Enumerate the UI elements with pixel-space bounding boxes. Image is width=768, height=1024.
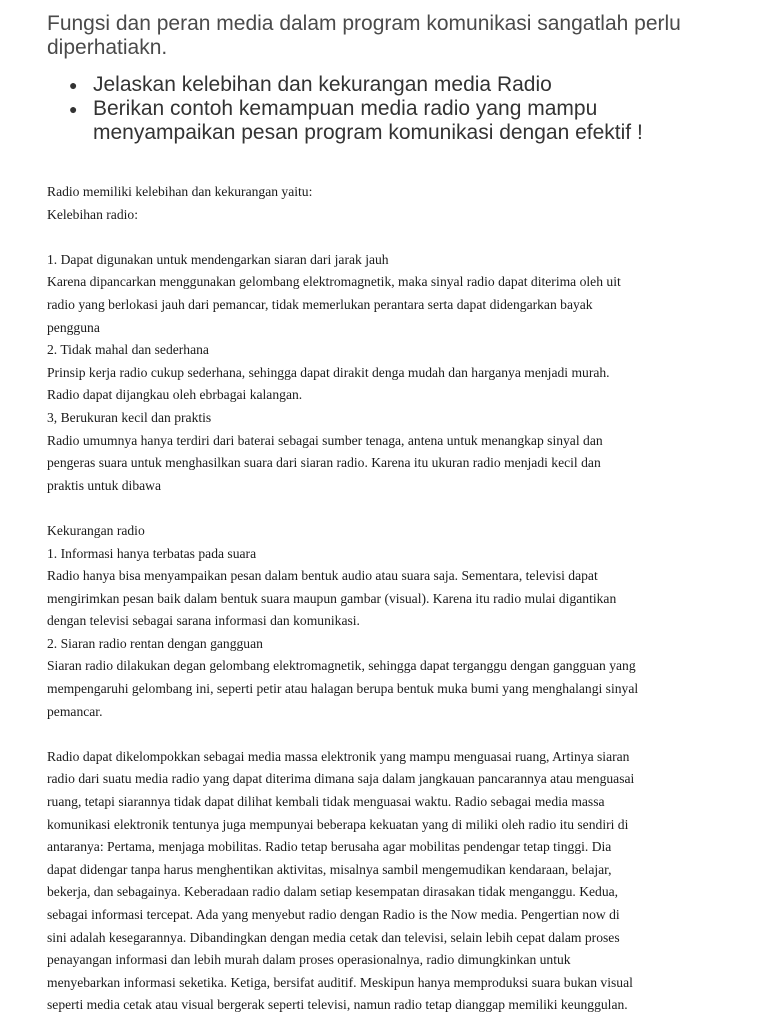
text-line: Radio dapat dikelompokkan sebagai media massa elektronik yang mampu menguasai ruang, Artinya siaran (47, 748, 630, 764)
text-line: ruang, tetapi siarannya tidak dapat dilihat kembali tidak menguasai waktu. Radio sebagai media massa (47, 794, 605, 810)
text-line: Siaran radio dilakukan degan gelombang elektromagnetik, sehingga dapat terganggu dengan gangguan yang (47, 658, 636, 674)
text-line: radio yang berlokasi jauh dari pemancar, tidak memerlukan perantara serta dapat didengarkan bayak (47, 296, 593, 312)
text-line: menyebarkan informasi seketika. Ketiga, bersifat auditif. Meskipun hanya memproduksi suara bukan visual (47, 974, 633, 990)
answer-body (47, 181, 747, 1017)
text-line: bekerja, dan sebagainya. Keberadaan radio dalam setiap kesempatan dirasakan tidak menganggu. Kedua, (47, 884, 619, 900)
question-item (47, 73, 737, 97)
question-text: Jelaskan kelebihan dan kekurangan media Radio (93, 73, 552, 96)
text-line: sebagai informasi tercepat. Ada yang menyebut radio dengan Radio is the Now media. Pengertian now di (47, 907, 620, 922)
text-line: 1. Dapat digunakan untuk mendengarkan siaran dari jarak jauh (47, 251, 389, 267)
bullet-icon: ● (69, 77, 78, 93)
text-line: mengirimkan pesan baik dalam bentuk suara maupun gambar (visual). Karena itu radio mulai digantikan (47, 590, 617, 606)
text-line: praktis untuk dibawa (47, 477, 162, 493)
text-line: seperti media cetak atau visual bergerak seperti televisi, namun radio tetap dianggap memiliki keunggulan. (47, 997, 628, 1013)
text-line: dengan televisi sebagai sarana informasi dan komunikasi. (47, 613, 360, 629)
text-line: mempengaruhi gelombang ini, seperti petir atau halagan berupa bentuk muka bumi yang menghalangi sinyal (47, 681, 639, 697)
document-heading: Fungsi dan peran media dalam program komunikasi sangatlah perlu diperhatiakn. (47, 12, 681, 59)
text-line: Kelebihan radio: (47, 206, 138, 222)
text-line: Kekurangan radio (47, 522, 145, 538)
text-line: sini adalah kesegarannya. Dibandingkan dengan media cetak dan televisi, selain lebih cepat dalam proses (47, 929, 620, 945)
text-line: Radio hanya bisa menyampaikan pesan dalam bentuk audio atau suara saja. Sementara, televisi dapat (47, 568, 598, 584)
text-line (47, 497, 747, 520)
text-line: pengguna (47, 319, 100, 335)
text-line: dapat didengar tanpa harus menghentikan aktivitas, misalnya sambil mengemudikan kendaraan, belajar, (47, 861, 612, 877)
text-line: radio dari suatu media radio yang dapat diterima dimana saja dalam jangkauan pancarannya atau menguasai (47, 771, 635, 787)
question-text: Berikan contoh kemampuan media radio yang mampu menyampaikan pesan program komunikasi dengan efektif ! (93, 97, 643, 144)
question-list (47, 73, 737, 145)
question-item (47, 97, 737, 145)
text-line: penayangan informasi dan lebih murah dalam proses operasionalnya, radio dimungkinkan untuk (47, 952, 571, 968)
text-line: Radio umumnya hanya terdiri dari baterai sebagai sumber tenaga, antena untuk menangkap sinyal dan (47, 432, 603, 448)
text-line: 2. Tidak mahal dan sederhana (47, 342, 209, 358)
text-line: Radio memiliki kelebihan dan kekurangan yaitu: (47, 184, 313, 199)
text-line: 1. Informasi hanya terbatas pada suara (47, 545, 257, 561)
text-line: Radio dapat dijangkau oleh ebrbagai kalangan. (47, 387, 303, 403)
text-line: antaranya: Pertama, menjaga mobilitas. Radio tetap berusaha agar mobilitas pendengar tetap tinggi. Dia (47, 839, 612, 855)
text-line: pengeras suara untuk menghasilkan suara dari siaran radio. Karena itu ukuran radio menjadi kecil dan (47, 455, 601, 471)
text-line: komunikasi elektronik tentunya juga mempunyai beberapa kekuatan yang di miliki oleh radio itu sendiri di (47, 816, 629, 832)
text-line (47, 226, 747, 249)
bullet-icon: ● (69, 101, 78, 117)
text-line: Prinsip kerja radio cukup sederhana, sehingga dapat dirakit denga mudah dan harganya menjadi murah. (47, 364, 610, 380)
text-line: Karena dipancarkan menggunakan gelombang elektromagnetik, maka sinyal radio dapat diterima oleh uit (47, 274, 621, 290)
text-line: pemancar. (47, 703, 103, 719)
text-line: 3, Berukuran kecil dan praktis (47, 409, 212, 425)
text-line: 2. Siaran radio rentan dengan gangguan (47, 635, 263, 651)
text-line (47, 723, 747, 746)
